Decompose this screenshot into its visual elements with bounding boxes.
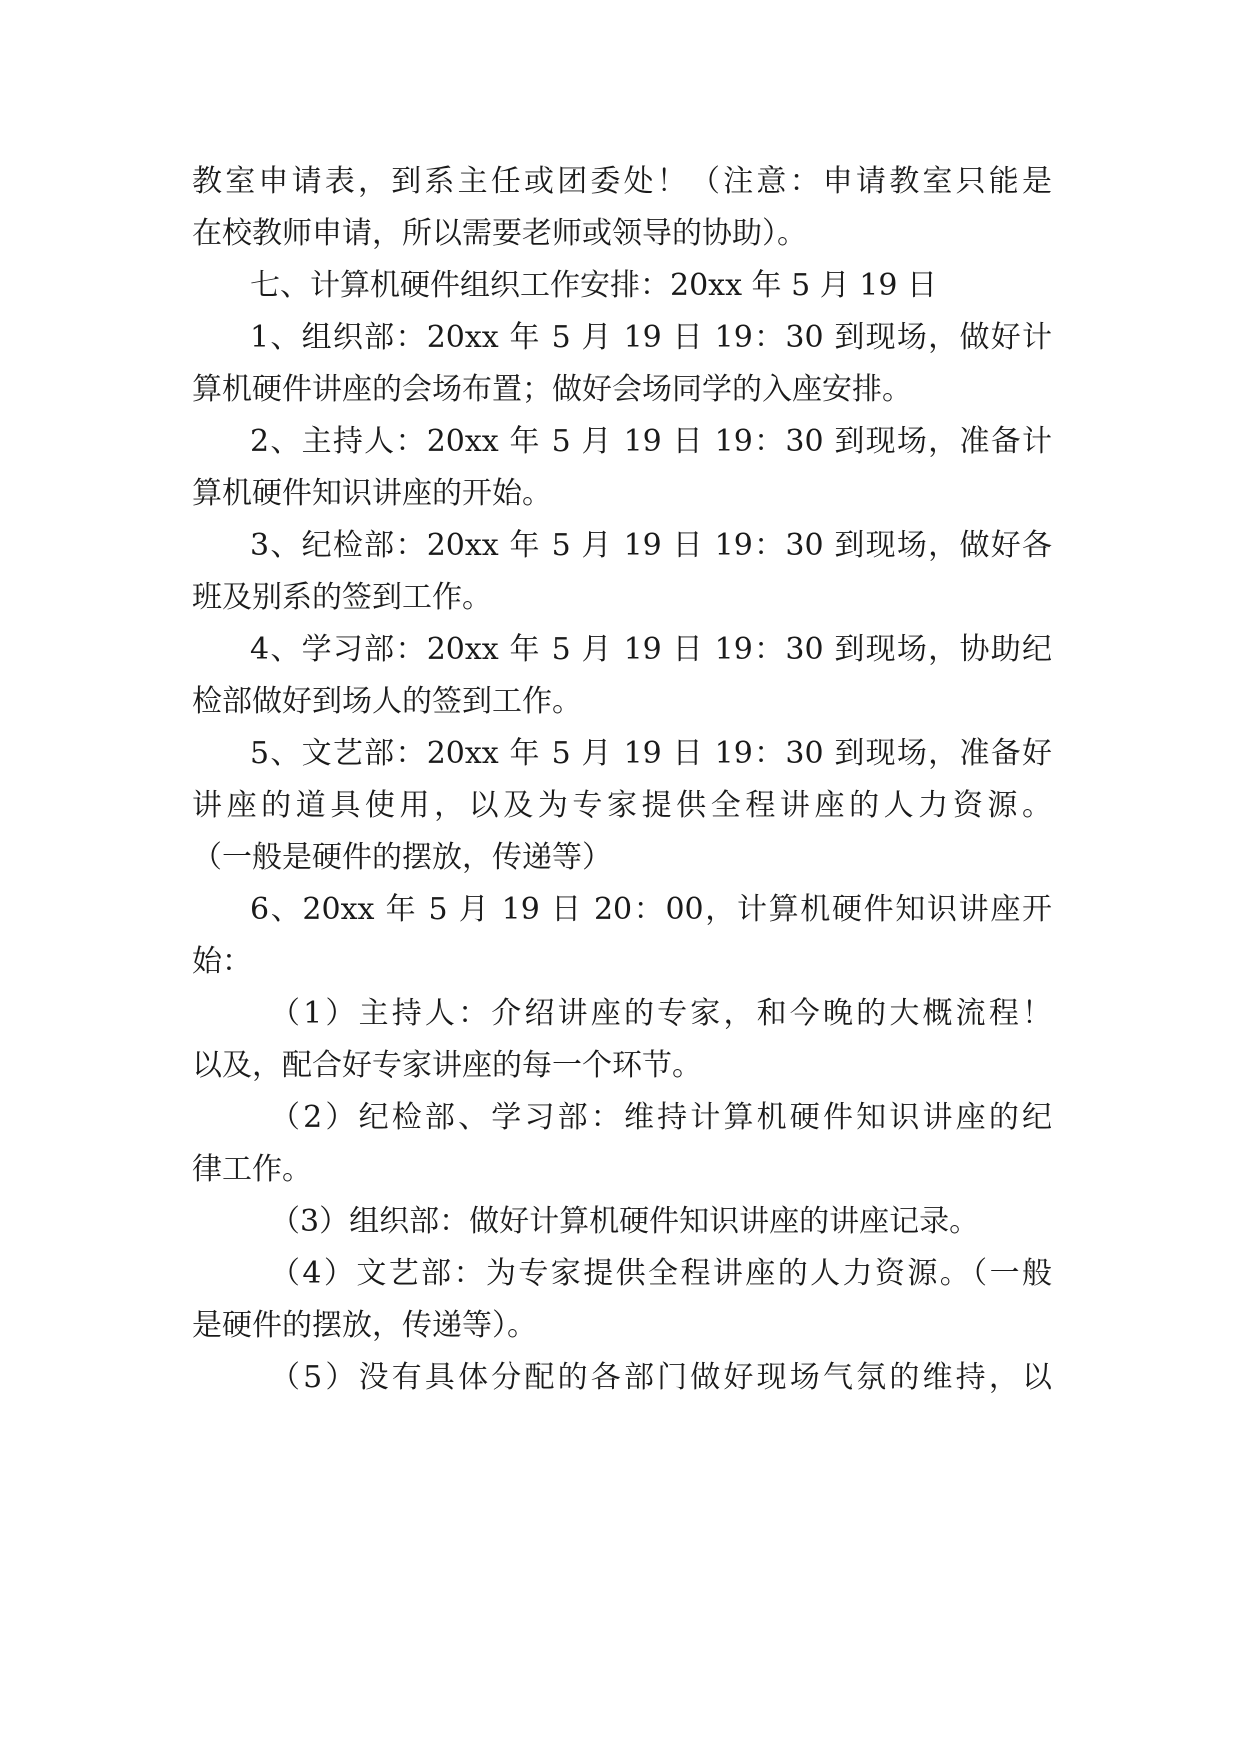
text-line: 律工作。 [192,1152,312,1187]
text-line: 是硬件的摆放，传递等）。 [192,1308,537,1343]
text-line: 5、文艺部：20xx 年 5 月 19 日 19：30 到现场，准备好 [250,736,1052,771]
text-line: 算机硬件知识讲座的开始。 [192,476,552,511]
text-line: 算机硬件讲座的会场布置；做好会场同学的入座安排。 [192,372,912,407]
text-line: 3、纪检部：20xx 年 5 月 19 日 19：30 到现场，做好各 [250,528,1052,563]
text-line: （4）文艺部：为专家提供全程讲座的人力资源。（一般 [270,1256,1052,1291]
text-line: （5）没有具体分配的各部门做好现场气氛的维持，以 [270,1360,1052,1395]
text-line: 6、20xx 年 5 月 19 日 20：00，计算机硬件知识讲座开 [250,892,1052,927]
text-line: 1、组织部：20xx 年 5 月 19 日 19：30 到现场，做好计 [250,320,1052,355]
section-heading: 七、计算机硬件组织工作安排：20xx 年 5 月 19 日 [250,268,937,303]
text-line: （一般是硬件的摆放，传递等） [192,840,612,875]
text-line: 班及别系的签到工作。 [192,580,492,615]
text-line: 2、主持人：20xx 年 5 月 19 日 19：30 到现场，准备计 [250,424,1052,459]
text-line: （3）组织部：做好计算机硬件知识讲座的讲座记录。 [270,1204,980,1239]
text-line: 在校教师申请，所以需要老师或领导的协助）。 [192,216,807,251]
text-line: 教室申请表，到系主任或团委处！（注意：申请教室只能是 [192,164,1052,199]
text-line: 始： [192,944,252,979]
text-line: 以及，配合好专家讲座的每一个环节。 [192,1048,702,1083]
text-line: 4、学习部：20xx 年 5 月 19 日 19：30 到现场，协助纪 [250,632,1052,667]
text-line: 讲座的道具使用，以及为专家提供全程讲座的人力资源。 [192,788,1052,823]
text-line: （1）主持人：介绍讲座的专家，和今晚的大概流程！ [270,996,1052,1031]
text-line: 检部做好到场人的签到工作。 [192,684,582,719]
text-line: （2）纪检部、学习部：维持计算机硬件知识讲座的纪 [270,1100,1052,1135]
